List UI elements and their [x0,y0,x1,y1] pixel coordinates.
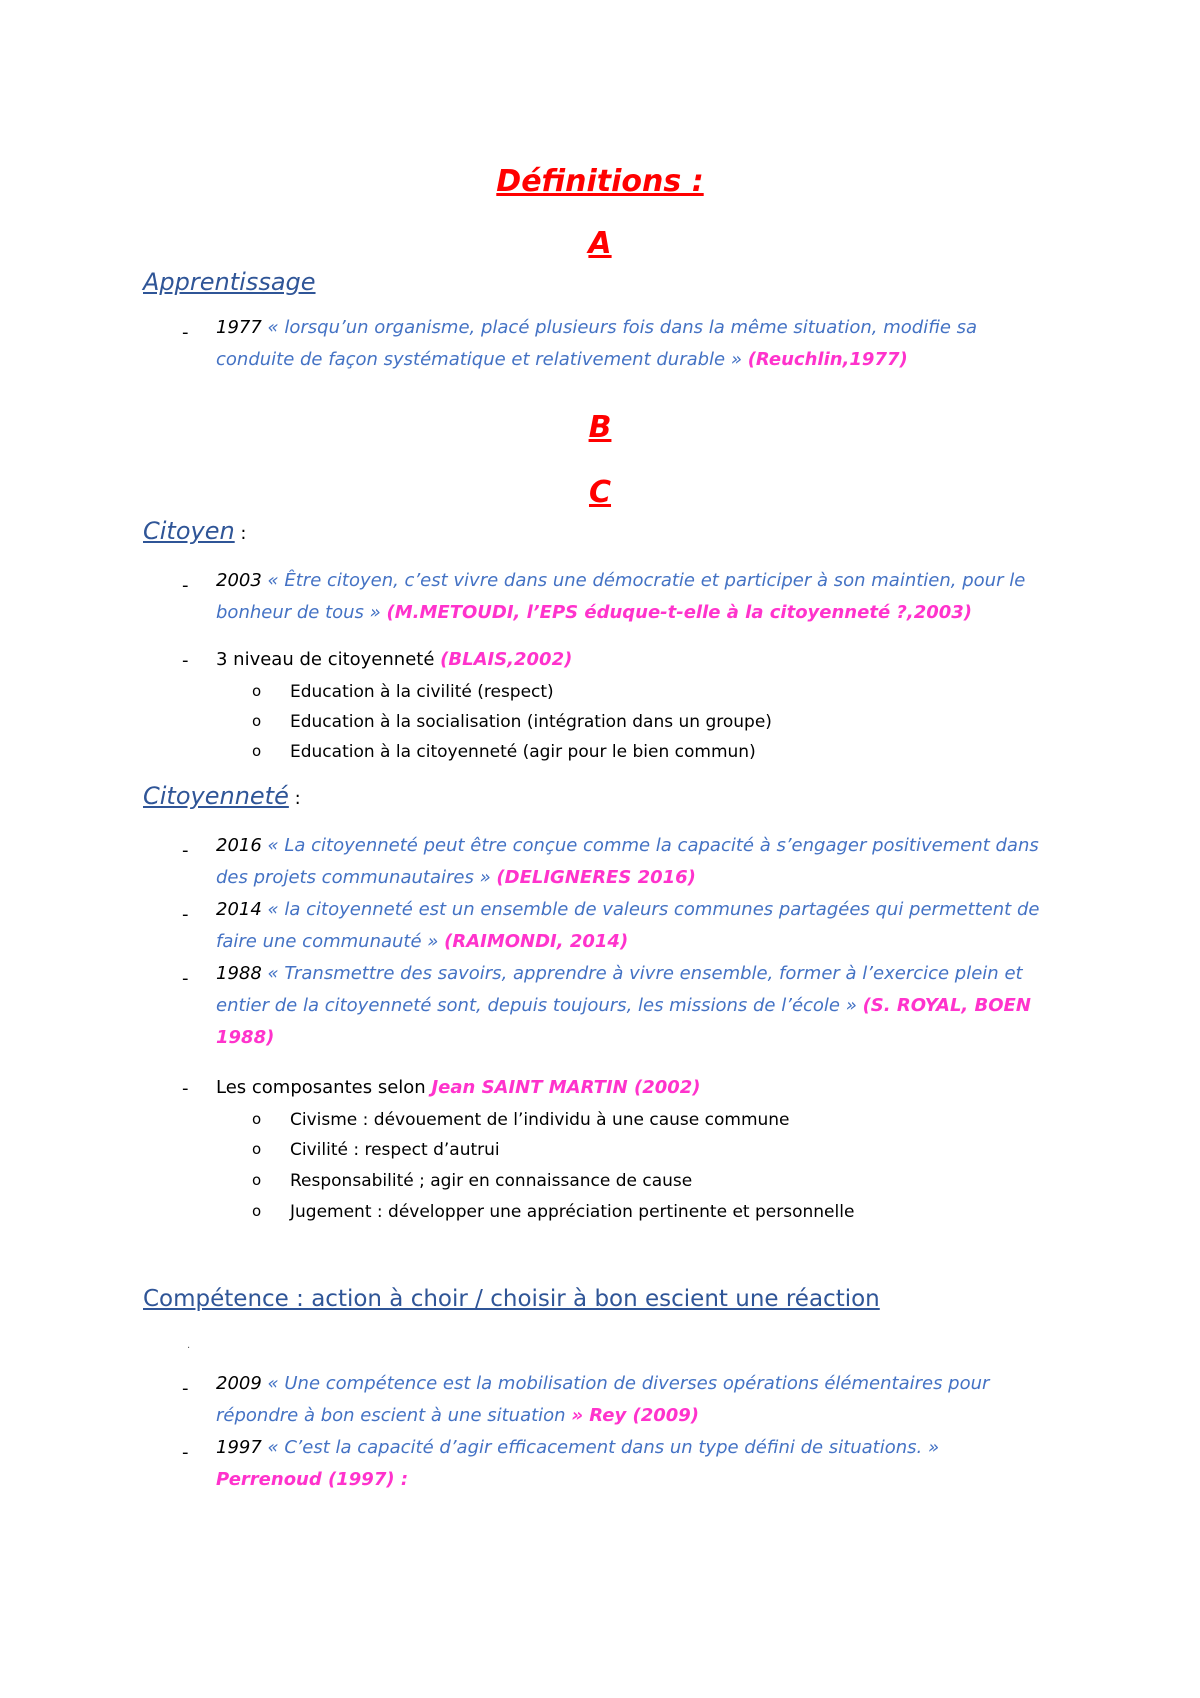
year-label: 2003 [216,570,262,591]
quote-text: faire une communauté » [216,931,439,952]
quote-text: répondre à bon escient à une situation [216,1405,566,1426]
dash-bullet: - [182,575,189,596]
reference: (DELIGNERES 2016) [496,867,696,888]
dash-bullet: - [182,904,189,925]
quote-text: « La citoyenneté peut être conçue comme la capacité à s’engager positivement dans [267,835,1039,856]
circle-bullet: o [252,682,262,700]
year-label: 2014 [216,899,262,920]
reference: (S. ROYAL, BOEN [862,995,1031,1016]
circle-bullet: o [252,1140,262,1158]
dash-bullet: - [182,1442,189,1463]
year-label: 1988 [216,963,262,984]
circle-bullet: o [252,1171,262,1189]
document-page: Définitions : A Apprentissage - 1977 « lorsqu’un organisme, placé plusieurs fois dans la même situation, modifie sa conduite de façon systématique et relativement durable » (Reuchlin,1977) B C Citoyen : - 2003 « Être citoyen, c’est vivre dans une démocratie et participer à son maintien, pour le bonheur de tous » (M.METOUDI, l’EPS éduque-t-elle à la citoyenneté ?,2003) - 3 niveau de citoyenneté (BLAIS,2002) o Education à la civilité (respect) o Education à la socialisation (intégration dans un groupe) o Education à la citoyenneté (agir pour le bien commun) Citoyenneté : - 2016 « La citoyenneté peut être conçue comme la capacité à s’engager positivement dans des projets communautaires » (DELIGNERES 2016) - 2014 « la citoyenneté est un ensemble de valeurs communes partagées qui permettent de faire une communauté » (RAIMONDI, 2014) - 1988 « Transmettre des savoirs, apprendre à vivre ensemble, former à l’exercice plein et entier de la citoyenneté sont, depuis toujours, les missions de l’école » (S. ROYAL, BOEN 1988) - Les composantes selon Jean SAINT MARTIN (2002) o Civisme : dévouement de l’individu à une cause commune o Civilité : respect d’autrui o Responsabilité ; agir en connaissance de cause o Jugement : développer une appréciation pertinente et personnelle Compétence : action à choir / choisir à bon escient une réaction . - 2009 « Une compétence est la mobilisation de diverses opérations élémentaires pour répondre à bon escient à une situation » Rey (2009) - 1997 « C’est la capacité d’agir efficacement dans un type défini de situations. » Perrenoud (1997) : [0,0,1200,1698]
reference: (RAIMONDI, 2014) [444,931,629,952]
dash-bullet: - [182,840,189,861]
term-apprentissage-word: Apprentissage [143,268,316,296]
year-label: 1997 [216,1437,262,1458]
quote-text: entier de la citoyenneté sont, depuis toujours, les missions de l’école » [216,995,857,1016]
dash-bullet: - [182,1378,189,1399]
term-apprentissage [143,268,316,296]
quote-text: « lorsqu’un organisme, placé plusieurs fois dans la même situation, modifie sa [267,317,978,338]
stray-dot: . [187,1340,191,1351]
reference: (Reuchlin,1977) [747,349,908,370]
dash-bullet: - [182,322,189,343]
section-letter-b: B [588,410,612,445]
circle-bullet: o [252,1202,262,1220]
section-letter-c: C [588,475,612,510]
term-citoyennete: Citoyenneté : [143,782,301,810]
quote-text: bonheur de tous » [216,602,381,623]
reference: (BLAIS,2002) [440,649,573,670]
term-citoyen: Citoyen : [143,517,247,545]
dash-bullet: - [182,968,189,989]
quote-text: « la citoyenneté est un ensemble de valeurs communes partagées qui permettent de [267,899,1040,920]
reference: 1988) [216,1027,275,1048]
year-label: 2016 [216,835,262,856]
dash-bullet: - [182,650,189,671]
quote-text: conduite de façon systématique et relativement durable » [216,349,742,370]
quote-text: « Une compétence est la mobilisation de diverses opérations élémentaires pour [267,1373,990,1394]
term-competence: Compétence : action à choir / choisir à bon escient une réaction [143,1286,880,1312]
page-title: Définitions : [496,164,704,199]
quote-text: « C’est la capacité d’agir efficacement dans un type défini de situations. » [267,1437,940,1458]
quote-text: « Être citoyen, c’est vivre dans une démocratie et participer à son maintien, pour le [267,570,1026,591]
reference: » Rey (2009) [571,1405,700,1426]
year-label: 2009 [216,1373,262,1394]
circle-bullet: o [252,742,262,760]
reference: (M.METOUDI, l’EPS éduque-t-elle à la citoyenneté ?,2003) [386,602,973,623]
list-label: 3 niveau de citoyenneté [216,649,435,670]
reference: Jean SAINT MARTIN (2002) [431,1077,701,1098]
term-citoyennete-word: Citoyenneté [143,782,289,810]
list-label: Les composantes selon [216,1077,426,1098]
section-letter-a: A [588,226,612,261]
quote-text: des projets communautaires » [216,867,491,888]
circle-bullet: o [252,712,262,730]
circle-bullet: o [252,1110,262,1128]
reference: Perrenoud (1997) : [216,1469,409,1490]
dash-bullet: - [182,1078,189,1099]
quote-text: « Transmettre des savoirs, apprendre à vivre ensemble, former à l’exercice plein et [267,963,1023,984]
year-label: 1977 [216,317,262,338]
term-citoyen-word: Citoyen [143,517,235,545]
